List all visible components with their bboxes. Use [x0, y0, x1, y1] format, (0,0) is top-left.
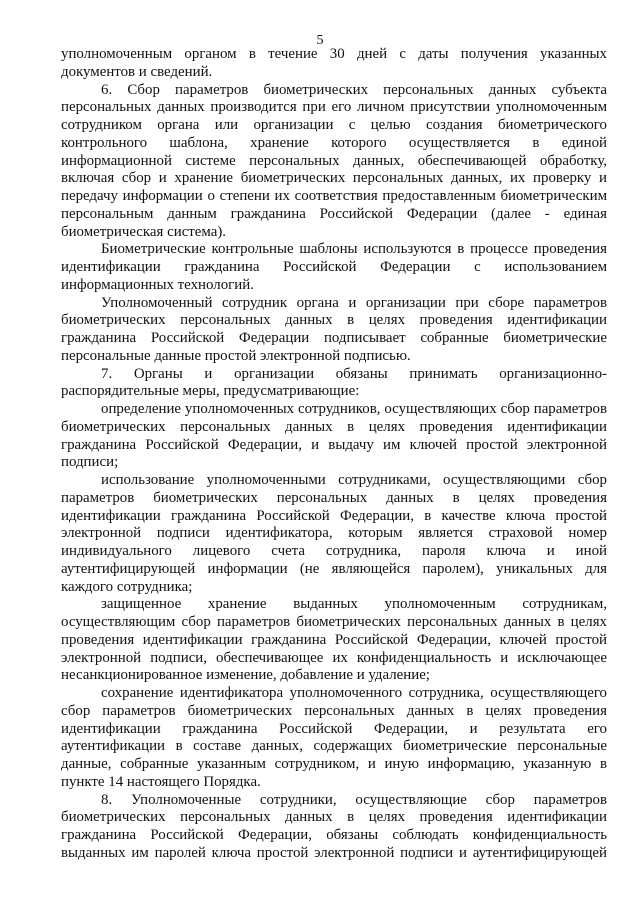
paragraph-signing: Уполномоченный сотрудник органа и организации при сборе параметров биометрических персональных данных в целях проведения идентификации гражданина Российской Федерации подписывает собранные биометрические персональные данные простой электронной подписью. — [61, 294, 607, 364]
list-item-identifier-retention: сохранение идентификатора уполномоченного сотрудника, осуществляющего сбор параметров биометрических персональных данных в целях проведения идентификации гражданина Российской Федерации, и результата его аутентификации в составе данных, содержащих биометрические персональные данные, собранные указанным сотрудником, и иную информацию, указанную в пункте 14 настоящего Порядка. — [61, 685, 607, 790]
paragraph-item-7: 7. Органы и организации обязаны принимать организационно-распорядительные меры, предусматривающие: — [61, 365, 607, 400]
paragraph-item-8: 8. Уполномоченные сотрудники, осуществляющие сбор параметров биометрических персональных данных в целях проведения идентификации гражданина Российской Федерации, обязаны соблюдать конфиденциальность выданных им паролей ключа простой электронной подписи и аутентифицирующей — [61, 791, 607, 861]
page-number: 5 — [316, 33, 324, 48]
list-item-determination: определение уполномоченных сотрудников, осуществляющих сбор параметров биометрических персональных данных в целях проведения идентификации гражданина Российской Федерации, и выдачу им ключей простой электронной подписи; — [61, 401, 607, 471]
list-item-usage: использование уполномоченными сотрудниками, осуществляющими сбор параметров биометрических персональных данных в целях проведения идентификации гражданина Российской Федерации, в качестве ключа простой электронной подписи идентификатора, которым является страховой номер индивидуального лицевого счета сотрудника, пароля ключа и иной аутентифицирующей информации (не являющейся паролем), уникальных для каждого сотрудника; — [61, 472, 607, 595]
document-body — [61, 46, 607, 863]
list-item-protected-storage: защищенное хранение выданных уполномоченным сотрудникам, осуществляющим сбор параметров биометрических персональных данных в целях проведения идентификации гражданина Российской Федерации, ключей простой электронной подписи, обеспечивающее их конфиденциальность и исключающее несанкционированное изменение, добавление и удаление; — [61, 596, 607, 684]
paragraph-item-6: 6. Сбор параметров биометрических персональных данных субъекта персональных данных производится при его личном присутствии уполномоченным сотрудником органа или организации с целью создания биометрического контрольного шаблона, хранение которого осуществляется в единой информационной системе персональных данных, обеспечивающей обработку, включая сбор и хранение биометрических персональных данных, их проверку и передачу информации о степени их соответствия предоставленным биометрическим персональным данным гражданина Российской Федерации (далее - единая биометрическая система). — [61, 81, 607, 240]
paragraph-continuation: уполномоченным органом в течение 30 дней с даты получения указанных документов и сведений. — [61, 46, 607, 80]
paragraph-templates-usage: Биометрические контрольные шаблоны используются в процессе проведения идентификации гражданина Российской Федерации с использованием информационных технологий. — [61, 241, 607, 293]
